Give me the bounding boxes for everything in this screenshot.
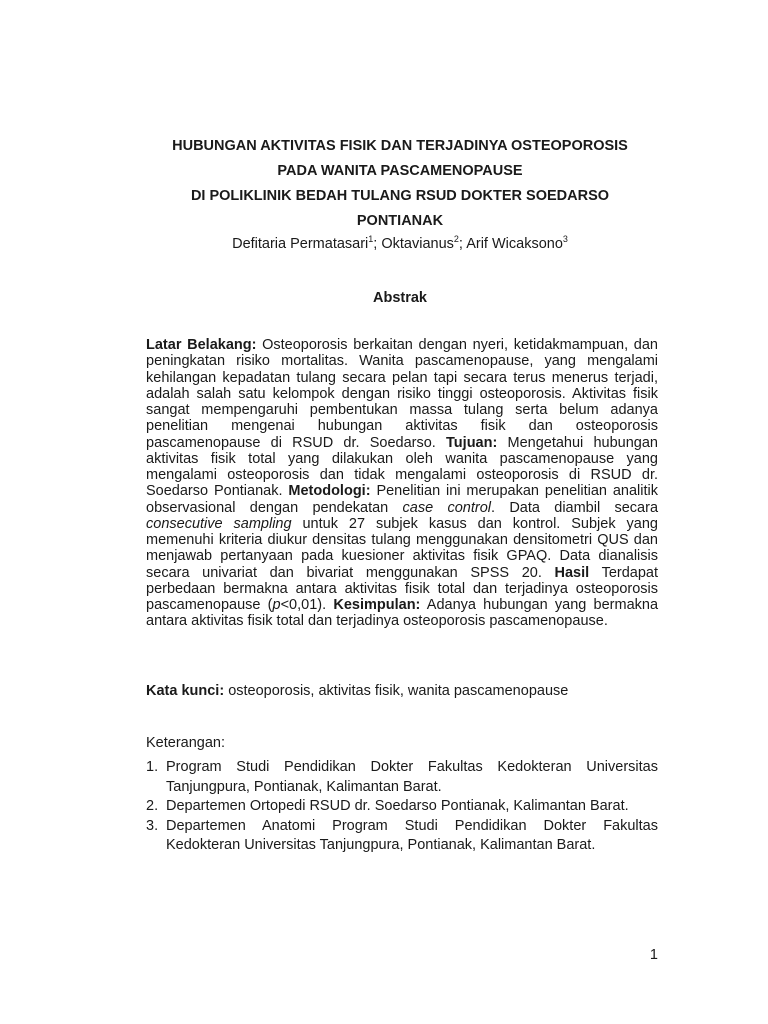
abstract-text: Adanya hubungan yang bermakna antara aktivitas fisik total dan terjadinya osteoporosis pascamenopause.: [146, 597, 659, 630]
author-name: Oktavianus: [381, 236, 454, 252]
abstract-text: untuk 27 subjek kasus dan kontrol. Subjek yang memenuhi kriteria diukur densitas tulang menggunakan densitometri QUS dan menjawab pertanyaan pada kuesioner aktivitas fisik GPAQ. Data dianalisis secara univariat dan bivariat menggunakan SPSS 20.: [146, 515, 658, 581]
author-list: [140, 234, 660, 254]
page-number: 1: [649, 947, 658, 963]
abstract-section-label: Latar Belakang:: [146, 337, 257, 353]
title-line-1: HUBUNGAN AKTIVITAS FISIK DAN TERJADINYA OSTEOPOROSIS: [172, 138, 628, 154]
title-line-4: PONTIANAK: [356, 213, 444, 229]
affiliation-note: [146, 758, 658, 797]
note-text: Departemen Ortopedi RSUD dr. Soedarso Pontianak, Kalimantan Barat.: [166, 798, 629, 814]
keywords-label: Kata kunci:: [146, 683, 225, 699]
keywords-text: osteoporosis, aktivitas fisik, wanita pascamenopause: [224, 683, 569, 699]
author-name: Defitaria Permatasari: [232, 236, 369, 252]
abstract-text: <0,01).: [280, 597, 334, 613]
abstract-body: [146, 337, 658, 630]
note-number: 1.: [146, 759, 159, 775]
abstract-section-label: Kesimpulan:: [333, 597, 421, 613]
author-separator: ;: [458, 236, 467, 252]
abstract-section-label: Tujuan:: [446, 434, 498, 451]
abstract-text: Penelitian ini merupakan penelitian analitik observasional dengan pendekatan: [146, 483, 658, 516]
author-affiliation-marker: 3: [562, 234, 568, 244]
notes-heading: Keterangan:: [146, 735, 226, 751]
abstract-section-label: Hasil: [554, 564, 590, 581]
title-line-2: PADA WANITA PASCAMENOPAUSE: [277, 163, 523, 179]
abstract-italic-term: p: [272, 597, 281, 613]
abstract-text: . Data diambil secara: [491, 499, 659, 516]
title-line-3: DI POLIKLINIK BEDAH TULANG RSUD DOKTER SOEDARSO: [190, 188, 610, 204]
abstract-text: Mengetahui hubungan aktivitas fisik total yang dilakukan oleh wanita pascamenopause yang mengalami osteoporosis dan tidak mengalami osteoporosis di RSUD dr. Soedarso Pontianak.: [146, 434, 658, 500]
author-affiliation-marker: 2: [453, 234, 459, 244]
note-number: 2.: [146, 798, 159, 814]
affiliation-note: [146, 817, 658, 856]
abstract-text: Terdapat perbedaan bermakna antara aktivitas fisik total dan terjadinya osteoporosis pascamenopause (: [146, 564, 658, 613]
author-name: Arif Wicaksono: [466, 236, 563, 252]
author-separator: ;: [373, 236, 382, 252]
abstract-italic-term: consecutive sampling: [146, 515, 292, 532]
abstract-italic-term: case control: [402, 499, 491, 516]
note-text: Program Studi Pendidikan Dokter Fakultas Kedokteran Universitas Tanjungpura, Pontianak, Kalimantan Barat.: [166, 759, 658, 795]
author-affiliation-marker: 1: [368, 234, 374, 244]
paper-title: [140, 134, 660, 234]
note-number: 3.: [146, 817, 159, 834]
abstract-text: Osteoporosis berkaitan dengan nyeri, ketidakmampuan, dan peningkatan risiko mortalitas. Wanita pascamenopause, yang mengalami kehilangan kepadatan tulang secara pelan tapi secara terus menerus terjadi, adalah salah satu kelompok dengan risiko tinggi osteoporosis. Aktivitas fisik sangat mempengaruhi pembentukan massa tulang serta belum adanya penelitian mengenai hubungan aktivitas fisik dan osteoporosis pascamenopause di RSUD dr. Soedarso.: [146, 337, 659, 451]
affiliation-note: [146, 797, 658, 817]
note-text: Departemen Anatomi Program Studi Pendidikan Dokter Fakultas Kedokteran Universitas Tanjungpura, Pontianak, Kalimantan Barat.: [166, 817, 658, 853]
keywords: [146, 682, 658, 700]
affiliation-notes: [146, 758, 658, 856]
abstract-section-label: Metodologi:: [288, 483, 371, 500]
abstract-heading: Abstrak: [373, 290, 427, 306]
